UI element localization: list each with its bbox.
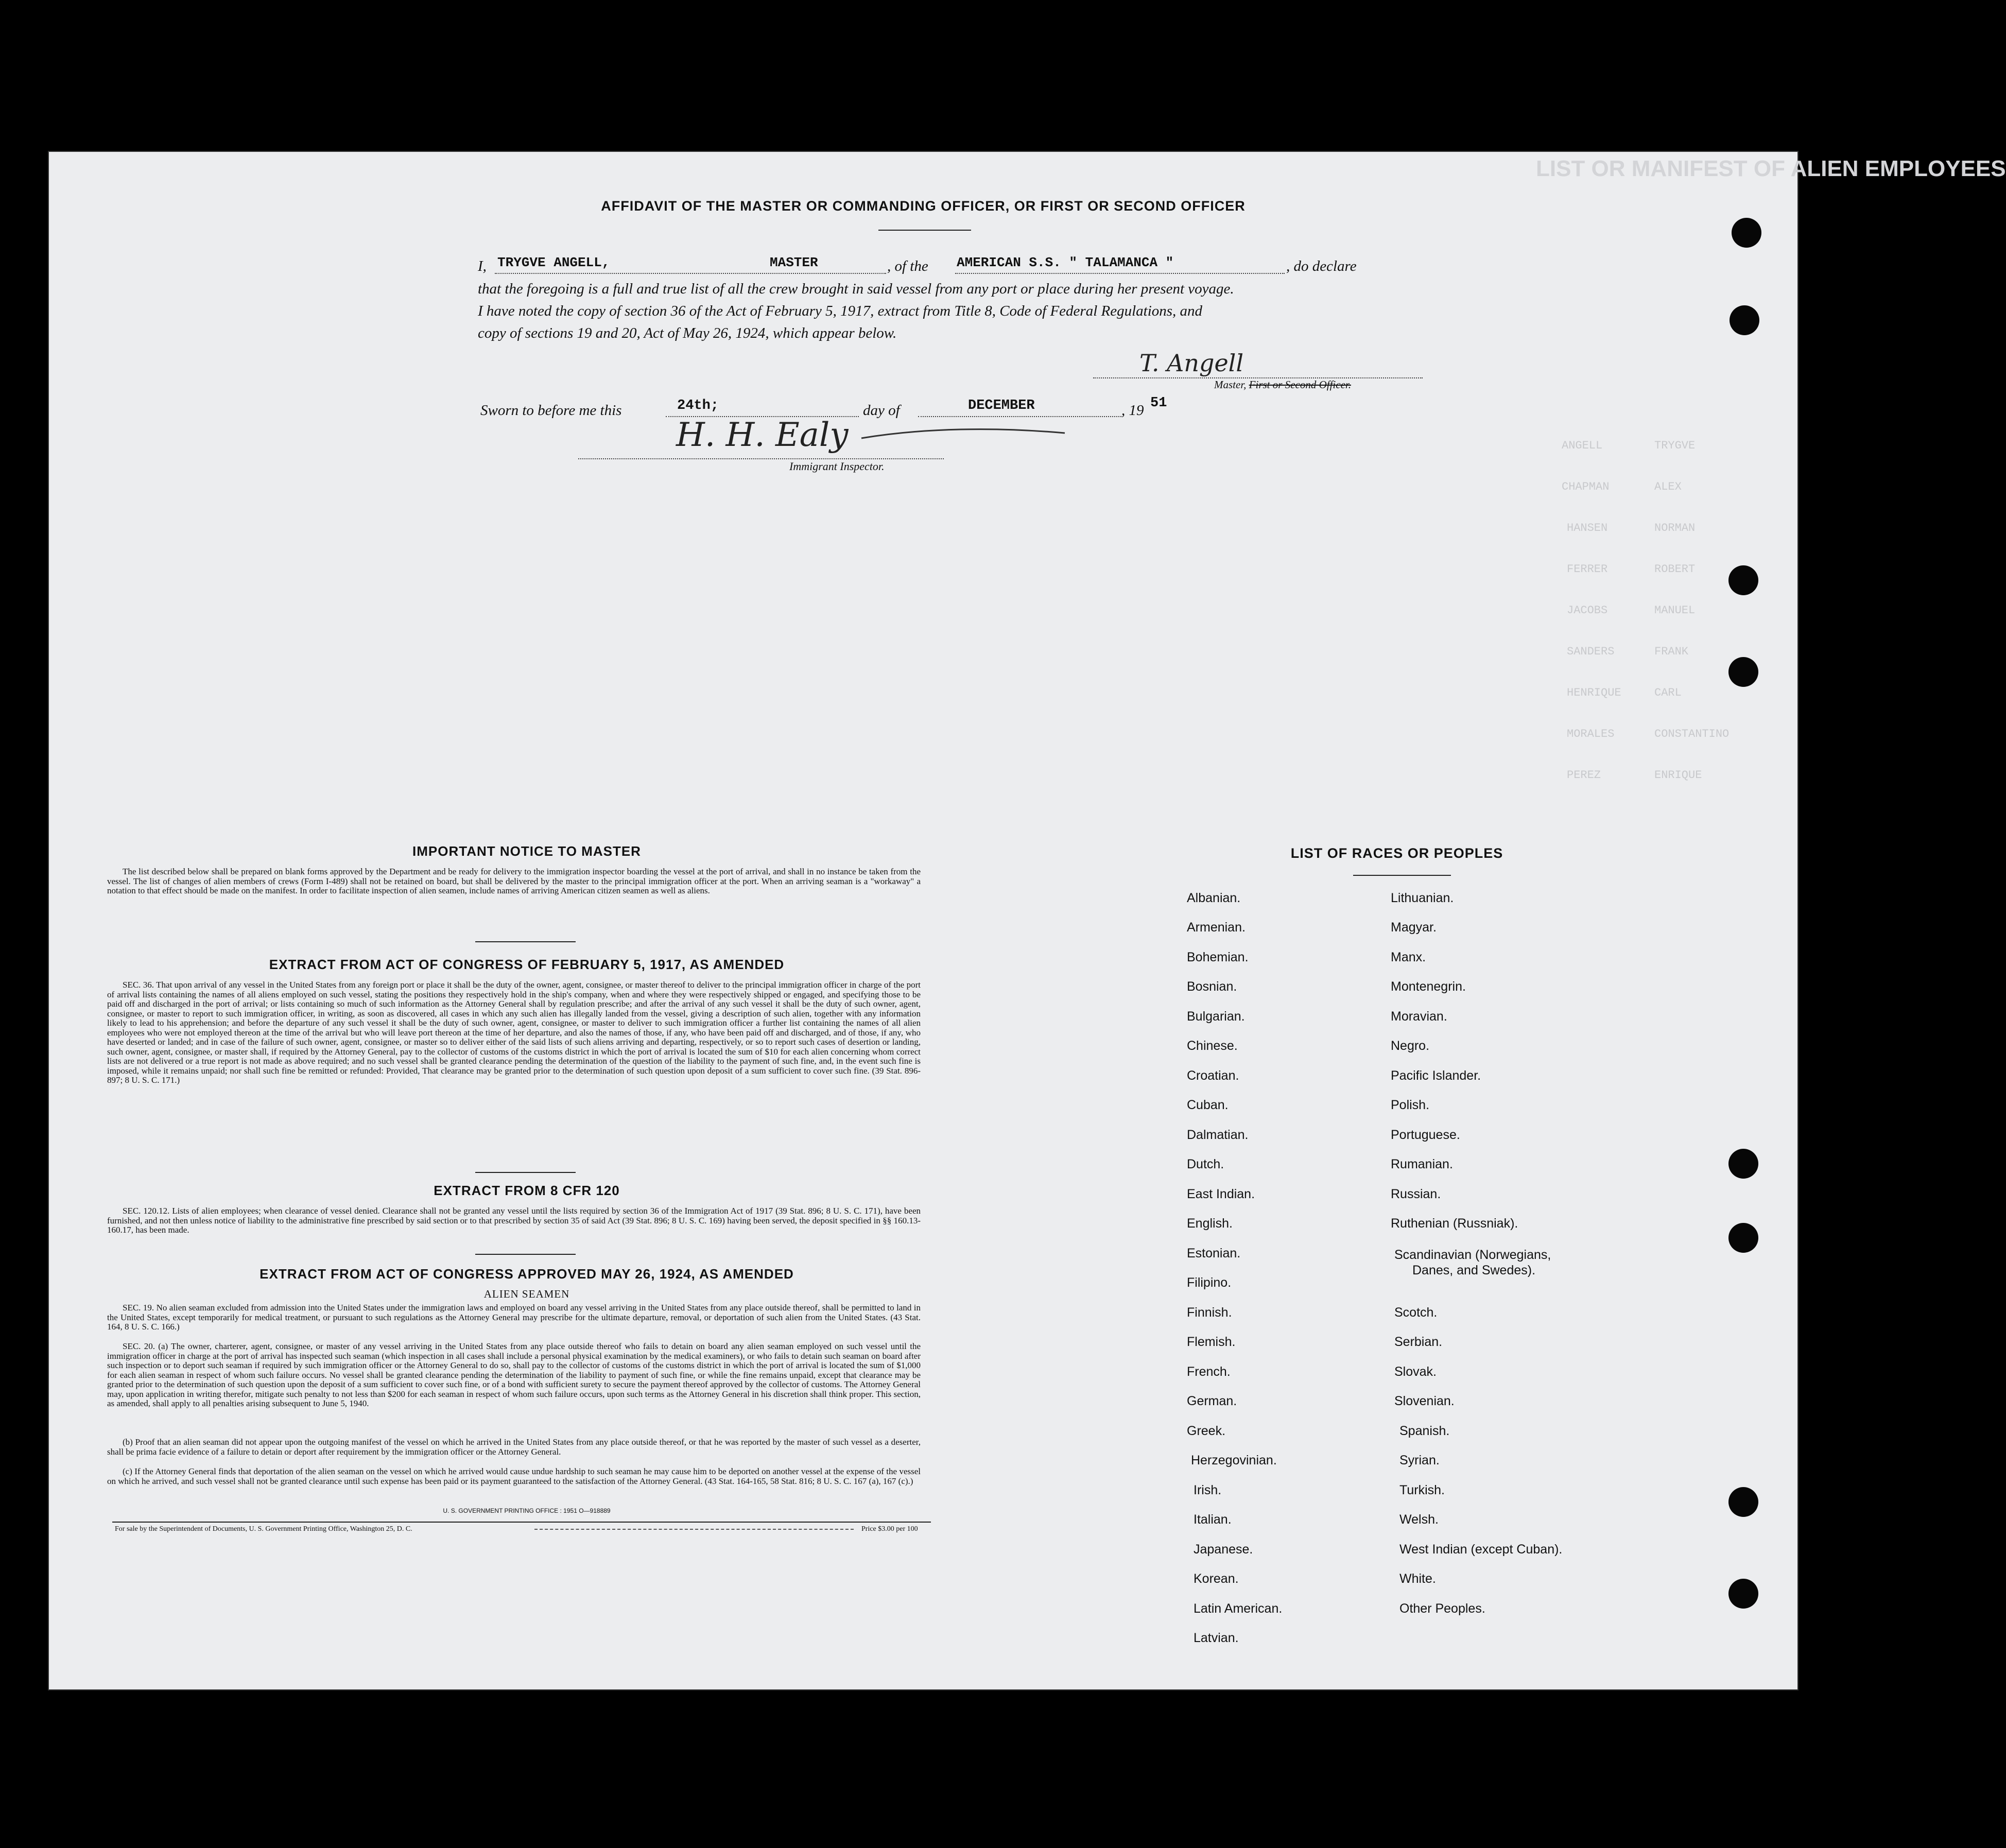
race-item: Herzegovinian. — [1191, 1453, 1277, 1467]
vessel-name-line — [955, 273, 1285, 274]
inspector-signature-line — [578, 458, 944, 459]
race-item: East Indian. — [1187, 1187, 1255, 1201]
extract-cfr-title: EXTRACT FROM 8 CFR 120 — [434, 1183, 620, 1198]
bleed-through-name: JACOBS — [1567, 604, 1608, 617]
race-item: Bulgarian. — [1187, 1009, 1245, 1024]
bleed-through-name: ANGELL — [1562, 439, 1603, 452]
race-item: Latin American. — [1194, 1601, 1283, 1616]
race-item: Syrian. — [1399, 1453, 1440, 1467]
bleed-through-header: LIST OR MANIFEST OF ALIEN EMPLOYEES — [1536, 156, 2006, 181]
affidavit-do-declare: , do declare — [1286, 258, 1357, 274]
price-notice: Price $3.00 per 100 — [861, 1525, 918, 1533]
race-item: Turkish. — [1399, 1483, 1445, 1497]
race-item: Albanian. — [1187, 891, 1241, 905]
extract-1917-body: SEC. 36. That upon arrival of any vessel in the United States from any foreign port or place it shall be the duty of the owner, agent, consignee, or master thereof to deliver to the principal immigration officer in charge of the port of arrival lists containing the names of all aliens employed on such vessel, stating the positions they respectively hold in the ship's company, when and where they were respectively shipped or engaged, and specifying those to be paid off and discharged in the port of arrival; or lists containing so much of such information as the Attorney General shall by regulation prescribe; and after the arrival of any such vessel it shall be the duty of such owner, agent, consignee, or master to report to such immigration officer, in writing, as soon as discovered, all cases in which any such alien has illegally landed from the vessel, giving a description of such alien, together with any information likely to lead to his apprehension; and before the departure of any such vessel it shall be the duty of such owner, agent, consignee, or master to deliver to such immigration officer a further list containing the names of all alien employees who were not employed thereon at the time of the arrival but who will leave port thereon at the time of her departure, and also the names of those, if any, who have been paid off and discharged, and of those, if any, who have deserted or landed; and in case of the failure of such owner, agent, consignee, or master so to deliver either of the said lists of such aliens arriving and departing, respectively, or so to report such cases of desertion or landing, such owner, agent, consignee, or master shall, if required by the Attorney General, pay to the collector of customs of the customs district in which the port of arrival is located the sum of $10 for each alien concerning whom correct lists are not delivered or a true report is not made as above required; and no such vessel shall be granted clearance pending the determination of the question of the liability to the payment of such fine, and, in the event such fine is imposed, while it remains unpaid; nor shall such fine be remitted or refunded: Provided, That clearance may be granted prior to the determination of such question upon deposit of a sum sufficient to cover such fine. (39 Stat. 896-897; 8 U. S. C. 171.) — [107, 980, 921, 1085]
race-item: Lithuanian. — [1391, 891, 1454, 905]
race-item: Russian. — [1391, 1187, 1441, 1201]
punch-hole — [1730, 305, 1759, 335]
punch-hole — [1728, 565, 1758, 595]
races-title: LIST OF RACES OR PEOPLES — [1290, 845, 1503, 861]
punch-hole — [1728, 1223, 1758, 1253]
notice-body: The list described below shall be prepared on blank forms approved by the Department and be ready for delivery to the immigration inspector boarding the vessel at the port of arrival, and shall in no instance be taken from the vessel. The list of changes of alien members of crews (Form I-489) shall not be retained on board, but shall be delivered by the master to the principal immigration officer at the port. When an arriving seaman is a "workaway" a notation to that effect should be made on the manifest. In order to facilitate inspection of alien seamen, include names of arriving American citizen seamen as well as aliens. — [107, 867, 921, 895]
bleed-through-name: TRYGVE — [1654, 439, 1696, 452]
affidavit-line-3: I have noted the copy of section 36 of the Act of February 5, 1917, extract from Title 8, Code of Federal Regulations, and — [478, 303, 1203, 319]
punch-hole — [1732, 218, 1761, 248]
bleed-through-name: SANDERS — [1567, 645, 1615, 658]
race-item: West Indian (except Cuban). — [1399, 1542, 1563, 1557]
race-item: Rumanian. — [1391, 1157, 1453, 1171]
race-item: Pacific Islander. — [1391, 1068, 1481, 1083]
bleed-through-name: HANSEN — [1567, 522, 1608, 534]
punch-hole — [1728, 657, 1758, 687]
bleed-through-name: ENRIQUE — [1654, 769, 1702, 782]
bleed-through-name: MORALES — [1567, 728, 1615, 740]
race-item: Italian. — [1194, 1512, 1232, 1527]
bleed-through-name: ROBERT — [1654, 563, 1696, 576]
race-item: Polish. — [1391, 1098, 1430, 1112]
race-item: Scandinavian (Norwegians, — [1394, 1248, 1551, 1262]
punch-hole — [1728, 1487, 1758, 1517]
inspector-signature: H. H. Ealy — [676, 416, 849, 454]
bleed-through-name: FRANK — [1654, 645, 1689, 658]
race-item: French. — [1187, 1365, 1231, 1379]
master-caption-text: Master, — [1214, 378, 1247, 391]
race-item: Spanish. — [1399, 1424, 1450, 1438]
race-item: Japanese. — [1194, 1542, 1253, 1557]
race-item: Dutch. — [1187, 1157, 1224, 1171]
race-item: Dalmatian. — [1187, 1128, 1249, 1142]
race-item: White. — [1399, 1571, 1436, 1586]
race-item: Finnish. — [1187, 1305, 1232, 1320]
sworn-month: DECEMBER — [968, 398, 1035, 413]
extract-1924-sec19: SEC. 19. No alien seaman excluded from admission into the United States under the immigration laws and employed on board any vessel arriving in the United States from any place outside thereof, shall be permitted to land in the United States, except temporarily for medical treatment, or pursuant to such regulations as the Attorney General may prescribe for the ultimate departure, removal, or deportation of such alien from the United States. (43 Stat. 164, 8 U. S. C. 166.) — [107, 1303, 921, 1332]
race-item: Slovenian. — [1394, 1394, 1455, 1408]
race-item: Flemish. — [1187, 1335, 1236, 1349]
race-item: Negro. — [1391, 1039, 1430, 1053]
race-item: Latvian. — [1194, 1631, 1239, 1645]
punch-hole — [1728, 1579, 1758, 1609]
race-item: Irish. — [1194, 1483, 1222, 1497]
affidavit-line-4: copy of sections 19 and 20, Act of May 26, 1924, which appear below. — [478, 325, 897, 341]
master-rank: MASTER — [770, 255, 818, 270]
race-item: Cuban. — [1187, 1098, 1229, 1112]
race-item: Bosnian. — [1187, 979, 1237, 994]
sworn-day: 24th; — [677, 398, 719, 413]
section-divider — [475, 941, 576, 942]
year-prefix: , 19 — [1121, 402, 1144, 419]
race-item: Magyar. — [1391, 920, 1437, 935]
affidavit-i-label: I, — [478, 258, 487, 274]
race-item: Bohemian. — [1187, 950, 1249, 964]
inspector-caption: Immigrant Inspector. — [789, 460, 885, 473]
master-name: TRYGVE ANGELL, — [497, 255, 610, 270]
extract-1924-sec20a: SEC. 20. (a) The owner, charterer, agent, consignee, or master of any vessel arriving in the United States from any place outside thereof who fails to detain on board any alien seaman employed on such vessel until the immigration officer in charge at the port of arrival has inspected such seaman (which inspection in all cases shall include a personal physical examination by the medical examiners), or who fails to detain such seaman on board after such inspection or to deport such seaman if required by such immigration officer or the Attorney General to do so, shall pay to the collector of customs of the customs district in which the port of arrival is located the sum of $1,000 for each alien seaman in respect of whom such failure occurs. No vessel shall be granted clearance pending the determination of the liability to payment of such fine, or while the fine remains unpaid, except that clearance may be granted prior to the determination of such question upon the deposit of a sum sufficient to cover such fine, or of a bond with sufficient surety to secure the payment thereof approved by the collector of customs. The Attorney General may, upon application in writing therefor, mitigate such penalty to not less than $200 for each seaman in respect of whom such failure occurs, upon such terms as the Attorney General in his discretion shall think proper. This section, as amended, shall apply to all penalties arising subsequent to June 5, 1940. — [107, 1341, 921, 1408]
race-item: Korean. — [1194, 1571, 1239, 1586]
bleed-through-name: HENRIQUE — [1567, 686, 1621, 699]
bleed-through-name: NORMAN — [1654, 522, 1696, 534]
master-name-line — [495, 273, 886, 274]
section-divider — [475, 1254, 576, 1255]
master-caption — [1214, 378, 1351, 391]
race-item: Estonian. — [1187, 1246, 1241, 1260]
day-of-label: day of — [863, 402, 900, 419]
race-item: Moravian. — [1391, 1009, 1447, 1024]
affidavit-of-the: , of the — [887, 258, 928, 274]
race-item: Croatian. — [1187, 1068, 1239, 1083]
race-item: Slovak. — [1394, 1365, 1437, 1379]
for-sale-notice: For sale by the Superintendent of Documents, U. S. Government Printing Office, Washington 25, D. C. — [115, 1525, 412, 1533]
notice-title: IMPORTANT NOTICE TO MASTER — [412, 843, 641, 859]
race-item: Filipino. — [1187, 1275, 1232, 1290]
affidavit-line-2: that the foregoing is a full and true list of all the crew brought in said vessel from any port or place during her present voyage. — [478, 281, 1234, 297]
footer-rule — [112, 1522, 931, 1523]
extract-1924-subtitle: ALIEN SEAMEN — [483, 1288, 570, 1300]
sworn-label: Sworn to before me this — [480, 402, 622, 419]
race-item: Greek. — [1187, 1424, 1226, 1438]
bleed-through-name: CARL — [1654, 686, 1682, 699]
title-underline — [878, 230, 971, 231]
bleed-through-name: CHAPMAN — [1562, 480, 1610, 493]
extract-1924-sec20b: (b) Proof that an alien seaman did not appear upon the outgoing manifest of the vessel on which he arrived in the United States from any place outside thereof, or that he was reported by the master of such vessel as a deserter, shall be prima facie evidence of a failure to detain or deport after requirement by the immigration officer or the Attorney General. — [107, 1437, 921, 1457]
vessel-name: AMERICAN S.S. " TALAMANCA " — [957, 255, 1174, 270]
affidavit-title: AFFIDAVIT OF THE MASTER OR COMMANDING OFFICER, OR FIRST OR SECOND OFFICER — [601, 198, 1246, 214]
extract-cfr-body: SEC. 120.12. Lists of alien employees; when clearance of vessel denied. Clearance shall not be granted any vessel until the lists required by section 36 of the Immigration Act of 1917 (39 Stat. 896; 8 U. S. C. 171), have been furnished, and not then unless notice of liability to the administrative fine prescribed by said section or to that prescribed by section 35 of said Act (39 Stat. 896; 8 U. S. C. 169) having been served, the deposit specified in §§ 160.13-160.17, has been made. — [107, 1206, 921, 1235]
bleed-through-name: ALEX — [1654, 480, 1682, 493]
document-page — [48, 151, 2006, 1690]
gpo-imprint: U. S. GOVERNMENT PRINTING OFFICE : 1951 O—918889 — [443, 1507, 611, 1514]
race-item: Armenian. — [1187, 920, 1246, 935]
punch-hole — [1728, 1149, 1758, 1179]
bleed-through-name: FERRER — [1567, 563, 1608, 576]
race-item: Danes, and Swedes). — [1412, 1263, 1536, 1277]
race-item: Scotch. — [1394, 1305, 1438, 1320]
section-divider — [475, 1172, 576, 1173]
master-signature: T. Angell — [1139, 349, 1244, 377]
race-item: Other Peoples. — [1399, 1601, 1485, 1616]
race-item: English. — [1187, 1216, 1233, 1231]
bleed-through-name: CONSTANTINO — [1654, 728, 1730, 740]
inspector-signature-flourish — [861, 424, 1067, 444]
race-item: Welsh. — [1399, 1512, 1439, 1527]
race-item: Chinese. — [1187, 1039, 1238, 1053]
race-item: Montenegrin. — [1391, 979, 1466, 994]
sworn-month-line — [918, 416, 1121, 417]
race-item: Ruthenian (Russniak). — [1391, 1216, 1518, 1231]
race-item: Portuguese. — [1391, 1128, 1460, 1142]
race-item: Serbian. — [1394, 1335, 1443, 1349]
bleed-through-name: MANUEL — [1654, 604, 1696, 617]
struck-caption-text: First or Second Officer. — [1249, 378, 1351, 391]
races-title-underline — [1353, 875, 1451, 876]
for-sale-leader — [534, 1529, 854, 1530]
race-item: German. — [1187, 1394, 1237, 1408]
extract-1917-title: EXTRACT FROM ACT OF CONGRESS OF FEBRUARY 5, 1917, AS AMENDED — [269, 957, 785, 972]
race-item: Manx. — [1391, 950, 1426, 964]
extract-1924-title: EXTRACT FROM ACT OF CONGRESS APPROVED MAY 26, 1924, AS AMENDED — [260, 1266, 794, 1282]
bleed-through-name: PEREZ — [1567, 769, 1601, 782]
extract-1924-sec20c: (c) If the Attorney General finds that deportation of the alien seaman on the vessel on which he arrived would cause undue hardship to such seaman he may cause him to be deported on another vessel at the expense of the vessel on which he arrived, and such vessel shall not be granted clearance until such expense has been paid or its payment guaranteed to the satisfaction of the Attorney General. (43 Stat. 164-165, 58 Stat. 816; 8 U. S. C. 167 (a), 167 (c).) — [107, 1466, 921, 1486]
year-suffix: 51 — [1150, 395, 1167, 411]
